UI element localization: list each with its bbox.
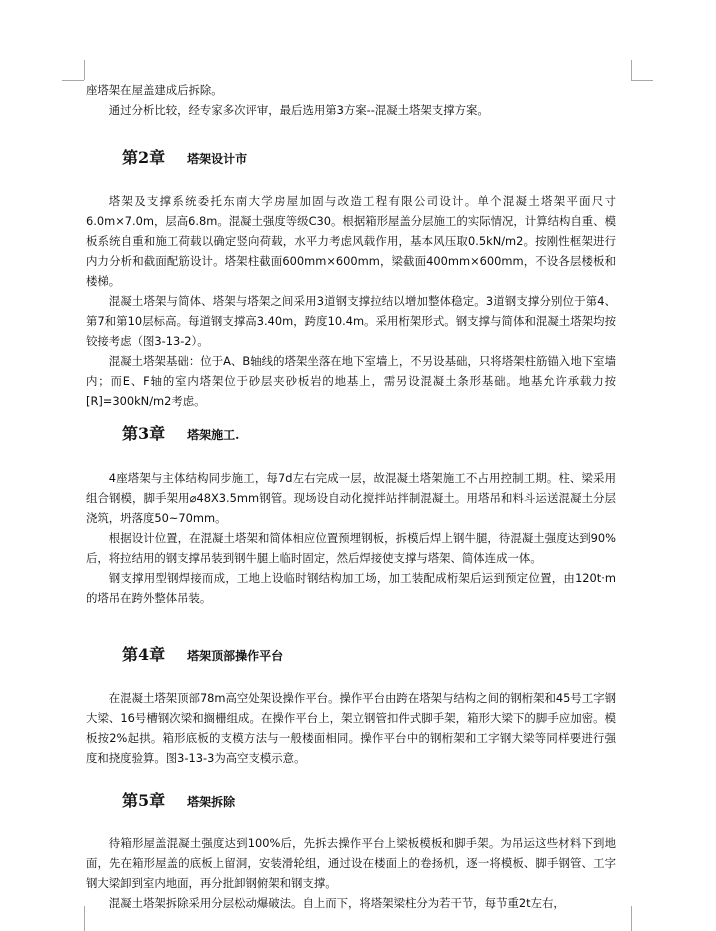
crop-mark-top-right	[631, 80, 653, 81]
crop-mark-top-right	[631, 60, 632, 80]
text-block	[86, 468, 616, 608]
chapter-number: 第2章	[122, 148, 166, 167]
chapter-title: 塔架设计市	[187, 152, 248, 166]
paragraph: 塔架及支撑系统委托东南大学房屋加固与改造工程有限公司设计。单个混凝土塔架平面尺寸6.0m×7.0m，层高6.8m。混凝土强度等级C30。根据箱形屋盖分层施工的实际情况，计算结构自重、模板系统自重和施工荷载以确定竖向荷载，水平力考虑风载作用，基本风压取0.5kN/m2。按刚性框架进行内力分析和截面配筋设计。塔架柱截面600mm×600mm，梁截面400mm×600mm，不设各层楼板和楼梯。	[86, 194, 616, 288]
text-block	[86, 833, 616, 913]
paragraph: 通过分析比较，经专家多次评审，最后选用第3方案--混凝土塔架支撑方案。	[108, 103, 489, 117]
paragraph: 混凝土塔架基础：位于A、B轴线的塔架坐落在地下室墙上，不另设基础，只将塔架柱筋锚入地下室墙内；而E、F轴的室内塔架位于砂层夹砂板岩的地基上，需另设混凝土条形基础。地基允许承载力按[R]=300kN/m2考虑。	[86, 354, 616, 408]
chapter-heading	[122, 422, 239, 446]
paragraph: 混凝土塔架拆除采用分层松动爆破法。自上而下，将塔架梁柱分为若干节，每节重2t左右，	[108, 896, 565, 910]
paragraph: 根据设计位置，在混凝土塔架和简体相应位置预埋钢板，拆模后焊上钢牛腿，待混凝土强度达到90%后，将拉结用的钢支撑吊装到钢牛腿上临时固定，然后焊接使支撑与塔架、简体连成一体。	[86, 531, 616, 565]
crop-mark-top-left	[84, 60, 85, 80]
paragraph: 在混凝土塔架顶部78m高空处架设操作平台。操作平台由跨在塔架与结构之间的钢桁架和45号工字钢大梁、16号槽钢次梁和搁栅组成。在操作平台上，架立钢管扣件式脚手架，箱形大梁下的脚手应加密。模板按2%起拱。箱形底板的支模方法与一般楼面相同。操作平台中的钢桁架和工字钢大梁等同样要进行强度和挠度验算。图3-13-3为高空支模示意。	[86, 691, 616, 765]
chapter-number: 第3章	[122, 424, 166, 443]
chapter-heading	[122, 146, 247, 170]
text-block	[86, 191, 616, 411]
paragraph: 混凝土塔架与简体、塔架与塔架之间采用3道钢支撑拉结以增加整体稳定。3道钢支撑分别位于第4、第7和第10层标高。每道钢支撑高3.40m，跨度10.4m。采用桁架形式。钢支撑与简体和混凝土塔架均按铰接考虑（图3-13-2）。	[86, 294, 616, 348]
chapter-title: 塔架顶部操作平台	[187, 649, 284, 663]
chapter-title: 塔架施工.	[187, 428, 240, 442]
text-block	[86, 688, 616, 768]
crop-mark-top-left	[62, 80, 84, 81]
paragraph: 4座塔架与主体结构同步施工，每7d左右完成一层，故混凝土塔架施工不占用控制工期。柱、梁采用组合钢模，脚手架用⌀48X3.5mm钢管。现场设自动化搅拌站拌制混凝土。用塔吊和料斗运送混凝土分层浇筑，坍落度50~70mm。	[86, 471, 616, 525]
paragraph: 待箱形屋盖混凝土强度达到100%后，先拆去操作平台上梁板模板和脚手架。为吊运这些材料下到地面，先在箱形屋盖的底板上留洞，安装滑轮组，通过设在楼面上的卷扬机，逐一将模板、脚手钢管、工字钢大梁卸到室内地面，再分批卸钢俯架和钢支撑。	[86, 836, 616, 890]
crop-mark-bottom-left	[84, 906, 85, 931]
paragraph: 钢支撑用型钢焊接而成，工地上设临时钢结构加工场，加工装配成桁架后运到预定位置，由120t·m的塔吊在跨外整体吊装。	[86, 571, 616, 605]
paragraph: 座塔架在屋盖建成后拆除。	[86, 83, 223, 97]
crop-mark-bottom-right	[631, 906, 632, 931]
chapter-heading	[122, 643, 283, 667]
chapter-title: 塔架拆除	[187, 795, 236, 809]
text-block	[86, 80, 616, 120]
chapter-heading	[122, 789, 235, 813]
chapter-number: 第5章	[122, 791, 166, 810]
chapter-number: 第4章	[122, 645, 166, 664]
